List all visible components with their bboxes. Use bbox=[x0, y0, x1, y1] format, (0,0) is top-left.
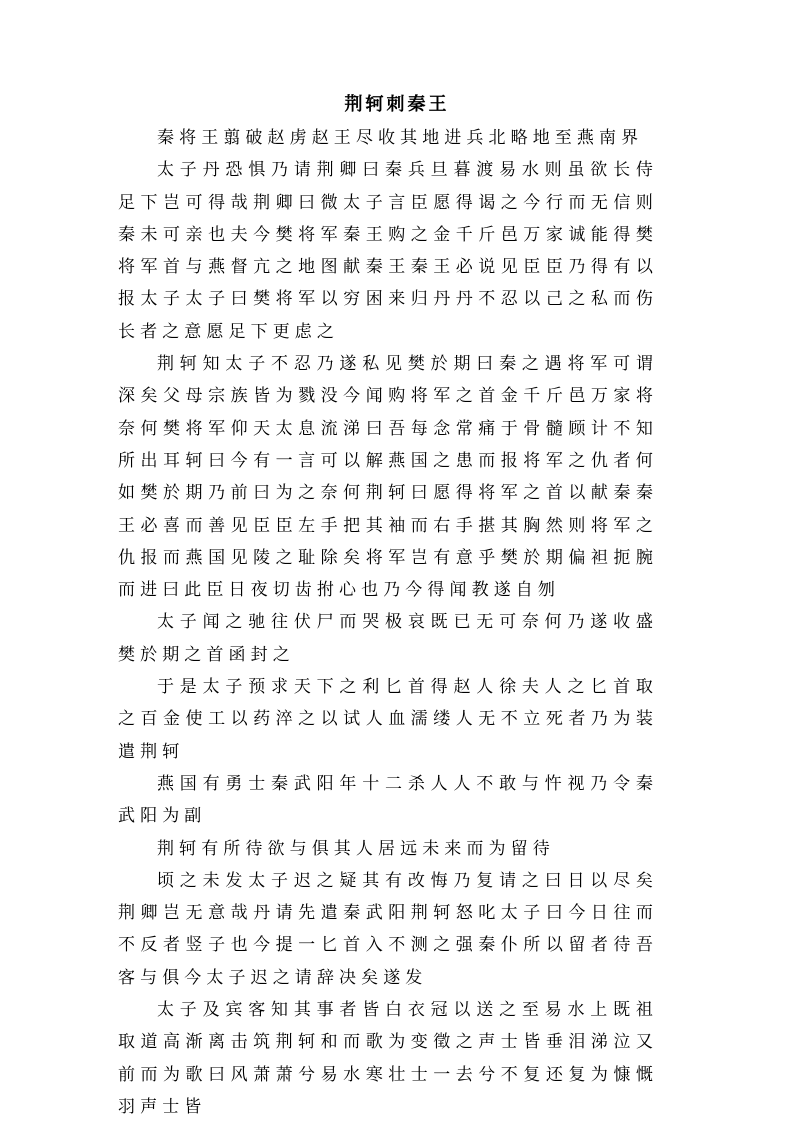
paragraph: 太子及宾客知其事者皆白衣冠以送之至易水上既祖取道高渐离击筑荆轲和而歌为变徵之声士皆垂泪涕泣又前而为歌曰风萧萧兮易水寒壮士一去兮不复还复为慷慨羽声士皆 bbox=[118, 1000, 658, 1117]
page-title: 荆轲刺秦王 bbox=[344, 94, 450, 115]
paragraph: 太子闻之驰往伏尸而哭极哀既已无可奈何乃遂收盛樊於期之首函封之 bbox=[118, 612, 658, 665]
paragraph: 荆轲知太子不忍乃遂私见樊於期曰秦之遇将军可谓深矣父母宗族皆为戮没今闻购将军之首金千斤邑万家将奈何樊将军仰天太息流涕曰吾每念常痛于骨髓顾计不知所出耳轲曰今有一言可以解燕国之患而报将军之仇者何如樊於期乃前曰为之奈何荆轲曰愿得将军之首以献秦秦王必喜而善见臣臣左手把其袖而右手揕其胸然则将军之仇报而燕国见陵之耻除矣将军岂有意乎樊於期偏袒扼腕而进曰此臣日夜切齿拊心也乃今得闻教遂自刎 bbox=[118, 354, 658, 601]
paragraph: 顷之未发太子迟之疑其有改悔乃复请之曰日以尽矣荆卿岂无意哉丹请先遣秦武阳荆轲怒叱太子曰今日往而不反者竖子也今提一匕首入不测之强秦仆所以留者待吾客与俱今太子迟之请辞决矣遂发 bbox=[118, 870, 658, 988]
paragraph: 荆轲有所待欲与俱其人居远未来而为留待 bbox=[157, 838, 555, 859]
paragraph: 秦将王翦破赵虏赵王尽收其地进兵北略地至燕南界 bbox=[157, 128, 644, 148]
paragraph: 燕国有勇士秦武阳年十二杀人人不敢与忤视乃令秦武阳为副 bbox=[118, 773, 658, 827]
paragraph: 于是太子预求天下之利匕首得赵人徐夫人之匕首取之百金使工以药淬之以试人血濡缕人无不立死者乃为装遣荆轲 bbox=[118, 677, 658, 762]
body-text bbox=[118, 122, 658, 1123]
paragraph: 太子丹恐惧乃请荆卿曰秦兵旦暮渡易水则虽欲长侍足下岂可得哉荆卿曰微太子言臣愿得谒之今行而无信则秦未可亲也夫今樊将军秦王购之金千斤邑万家诚能得樊将军首与燕督亢之地图献秦王秦王必说见臣臣乃得有以报太子太子曰樊将军以穷困来归丹丹不忍以己之私而伤长者之意愿足下更虑之 bbox=[118, 160, 658, 342]
